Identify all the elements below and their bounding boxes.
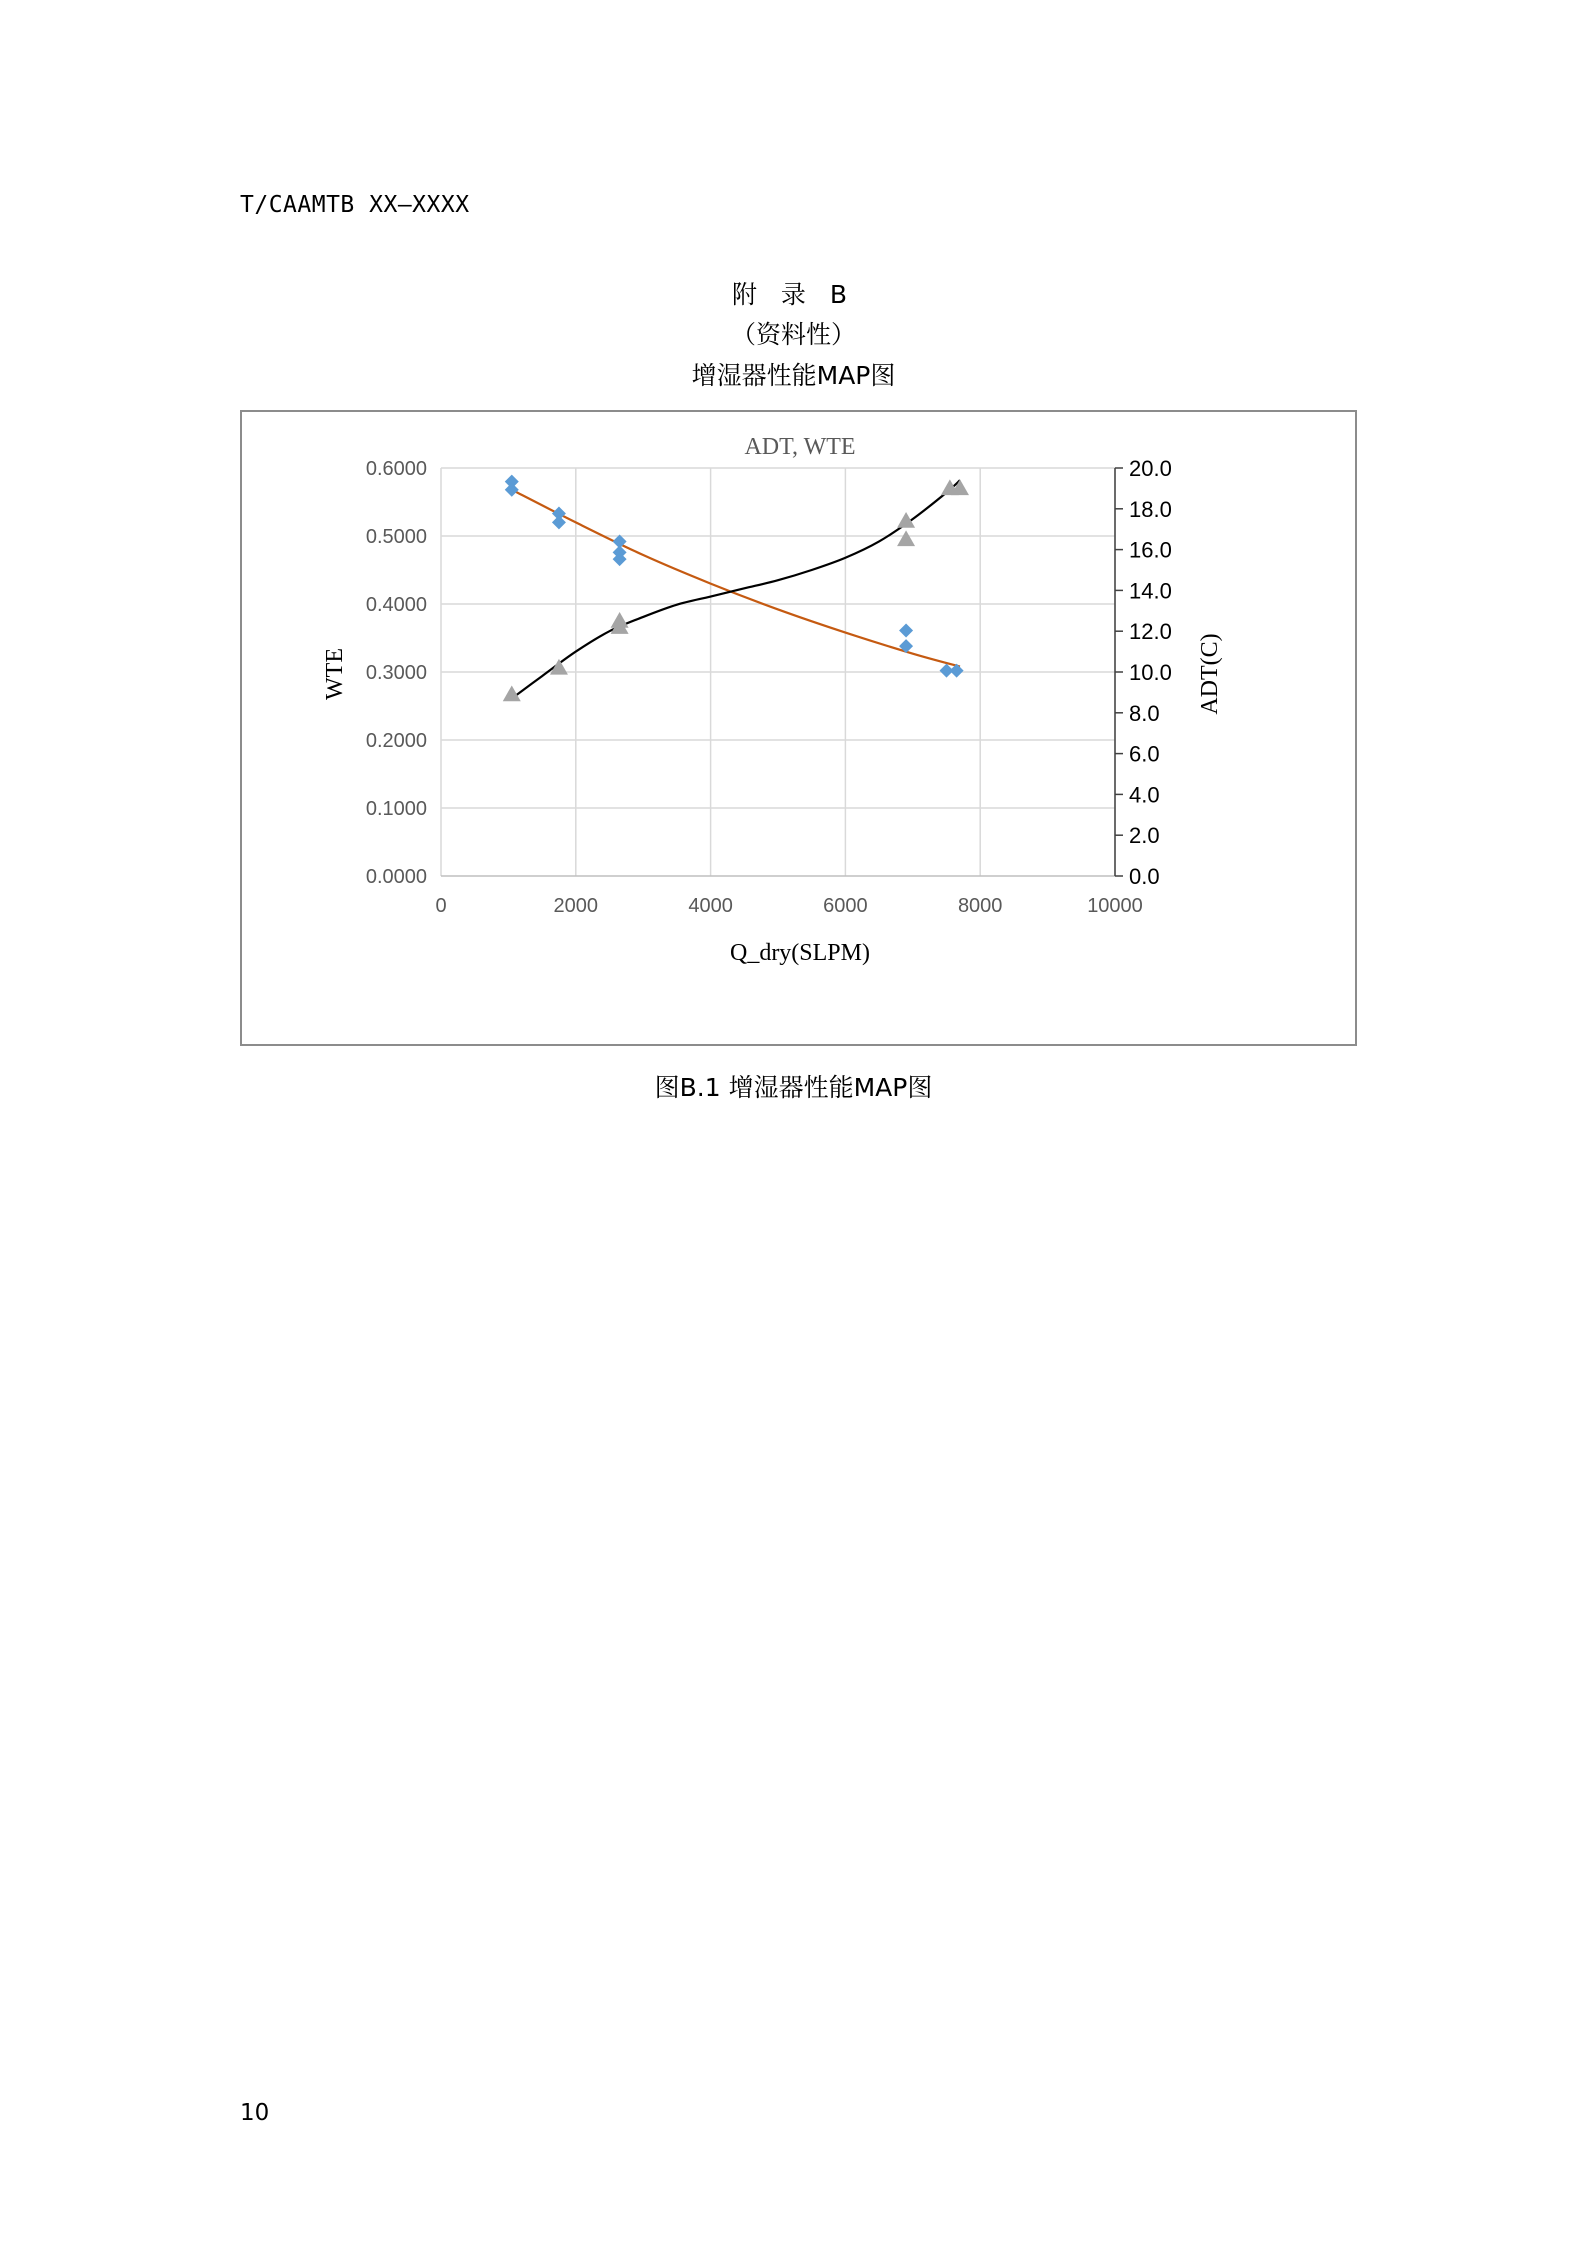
- adt-wte-chart: [242, 412, 1359, 1048]
- x-tick-label: 6000: [823, 895, 868, 917]
- document-code: T/CAAMTB XX—XXXX: [240, 192, 470, 218]
- wte-trendline: [512, 490, 960, 667]
- x-tick-label: 10000: [1087, 895, 1143, 917]
- y-tick-label: 0.6000: [365, 458, 427, 480]
- axis-labels: [322, 434, 1223, 966]
- y2-tick-label: 14.0: [1129, 578, 1172, 604]
- y2-tick-label: 4.0: [1129, 782, 1160, 808]
- y2-tick-label: 10.0: [1129, 660, 1172, 685]
- data-points: [503, 475, 969, 702]
- y2-tick-label: 0.0: [1129, 864, 1160, 889]
- y2-tick-label: 8.0: [1129, 700, 1160, 726]
- y-axis-title: WTE: [322, 648, 348, 700]
- y2-tick-label: 12.0: [1129, 619, 1172, 645]
- appendix-subject: 增湿器性能MAP图: [691, 361, 896, 390]
- y2-tick-label: 18.0: [1129, 496, 1172, 522]
- grid-lines: [441, 468, 1115, 876]
- adt-point: [550, 659, 568, 675]
- wte-point: [899, 624, 913, 638]
- adt-trendline: [512, 480, 960, 698]
- y-tick-label: 0.3000: [365, 662, 427, 684]
- wte-point: [950, 664, 964, 678]
- chart-title: ADT, WTE: [744, 434, 856, 460]
- appendix-title: 附 录 B: [731, 280, 856, 309]
- x-tick-label: 0: [435, 895, 447, 917]
- wte-point: [505, 483, 519, 497]
- x-tick-label: 2000: [553, 895, 599, 917]
- chart-frame: [240, 410, 1357, 1046]
- appendix-type: （资料性）: [730, 320, 856, 349]
- y-tick-label: 0.0000: [365, 866, 427, 888]
- y2-tick-label: 2.0: [1129, 823, 1160, 849]
- x-axis-title: Q_dry(SLPM): [729, 940, 871, 966]
- trendlines: [512, 480, 960, 698]
- y-tick-label: 0.2000: [365, 730, 427, 752]
- y2-axis-title: ADT(C): [1197, 633, 1223, 715]
- figure-caption: 图B.1 增湿器性能MAP图: [654, 1073, 933, 1102]
- y-tick-label: 0.5000: [365, 526, 427, 548]
- y2-tick-label: 6.0: [1129, 741, 1160, 767]
- page-number: 10: [240, 2100, 270, 2126]
- y2-tick-label: 20.0: [1129, 456, 1172, 481]
- y-tick-label: 0.4000: [365, 594, 427, 616]
- adt-point: [897, 530, 915, 546]
- y2-tick-label: 16.0: [1129, 537, 1172, 563]
- y-tick-label: 0.1000: [365, 798, 427, 820]
- x-tick-label: 4000: [688, 895, 733, 917]
- x-tick-label: 8000: [957, 895, 1003, 917]
